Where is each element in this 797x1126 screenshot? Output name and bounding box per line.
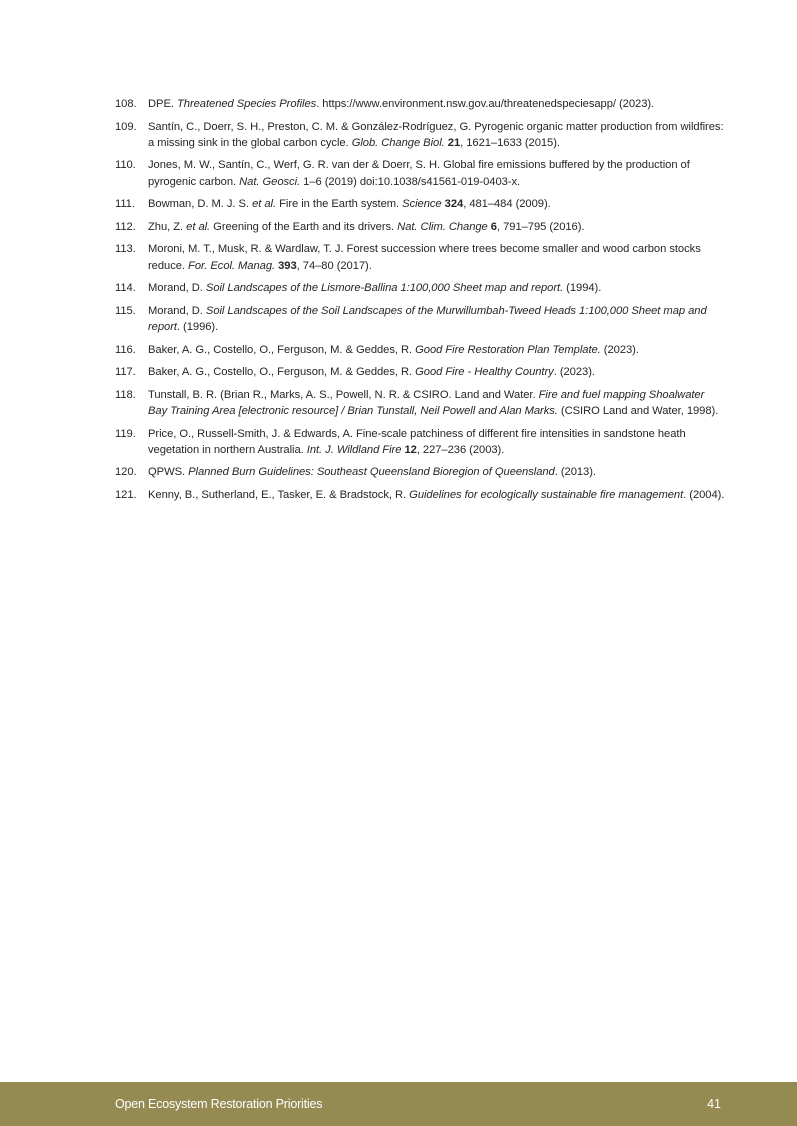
reference-text bbox=[148, 466, 596, 478]
reference-italic-text: Planned Burn Guidelines: Southeast Queensland Bioregion of Queensland bbox=[188, 466, 555, 479]
reference-text bbox=[148, 489, 724, 501]
reference-italic-text: Nat. Clim. Change bbox=[397, 220, 488, 233]
reference-segment: Kenny, B., Sutherland, E., Tasker, E. & Bradstock, R. bbox=[148, 488, 410, 501]
reference-segment: Zhu, Z. bbox=[148, 220, 187, 233]
reference-segment: (1994). bbox=[563, 282, 602, 295]
reference-number: 118. bbox=[115, 388, 136, 401]
reference-item bbox=[113, 219, 725, 235]
reference-text bbox=[148, 121, 724, 149]
reference-segment: Morand, D. bbox=[148, 282, 206, 295]
reference-volume: 12 bbox=[404, 443, 417, 456]
reference-segment: , 791–795 (2016). bbox=[496, 220, 585, 233]
reference-text bbox=[148, 221, 584, 233]
reference-segment: Jones, M. W., Santín, C., Werf, G. R. van der & Doerr, S. H. Global fire emissions buffered by the production of pyrogenic carbon. bbox=[148, 159, 690, 188]
page-footer bbox=[0, 1082, 797, 1126]
reference-item bbox=[113, 426, 725, 458]
reference-item bbox=[113, 364, 725, 380]
reference-text bbox=[148, 428, 686, 456]
reference-italic-text: et al. bbox=[186, 220, 211, 233]
reference-number: 113. bbox=[115, 243, 136, 256]
reference-segment: . (2013). bbox=[554, 466, 596, 479]
reference-item bbox=[113, 119, 725, 151]
reference-number: 115. bbox=[115, 304, 136, 317]
reference-segment: Tunstall, B. R. (Brian R., Marks, A. S., Powell, N. R. & CSIRO. Land and Water. bbox=[148, 388, 539, 401]
reference-segment: , 1621–1633 (2015). bbox=[460, 136, 560, 149]
reference-item bbox=[113, 241, 725, 273]
reference-segment: Bowman, D. M. J. S. bbox=[148, 198, 253, 211]
reference-italic-text: Glob. Change Biol. bbox=[351, 136, 445, 149]
reference-italic-text: Int. J. Wildland Fire bbox=[306, 443, 402, 456]
reference-italic-text: et al. bbox=[252, 198, 277, 211]
reference-segment: , 227–236 (2003). bbox=[416, 443, 505, 456]
reference-segment: Baker, A. G., Costello, O., Ferguson, M. & Geddes, R. bbox=[148, 343, 416, 356]
reference-number: 119. bbox=[115, 427, 136, 440]
reference-segment: DPE. bbox=[148, 98, 177, 110]
reference-number: 110. bbox=[115, 159, 136, 172]
reference-segment: Moroni, M. T., Musk, R. & Wardlaw, T. J. Forest succession where trees become smaller and wood carbon stocks reduce. bbox=[148, 243, 701, 272]
reference-volume: 324 bbox=[444, 198, 464, 211]
reference-number: 112. bbox=[115, 220, 136, 233]
reference-segment: QPWS. bbox=[148, 466, 189, 479]
reference-text bbox=[148, 98, 654, 110]
reference-segment: . (1996). bbox=[176, 320, 219, 333]
reference-item bbox=[113, 96, 725, 112]
reference-italic-text: Guidelines for ecologically sustainable fire management bbox=[409, 488, 684, 501]
reference-italic-text: Good Fire - Healthy Country bbox=[415, 366, 554, 379]
reference-segment: Morand, D. bbox=[148, 304, 206, 317]
reference-italic-text: Fire and fuel mapping Shoalwater Bay Training Area [electronic resource] / Brian Tunstall, Neil Powell and Alan Marks. bbox=[148, 388, 705, 417]
reference-item bbox=[113, 157, 725, 189]
reference-segment: Santín, C., Doerr, S. H., Preston, C. M. & González-Rodríguez, G. Pyrogenic organic matter production from wildfires: a missing sink in the global carbon cycle. bbox=[148, 120, 724, 149]
reference-item bbox=[113, 280, 725, 296]
reference-segment: (2023). bbox=[600, 343, 639, 356]
reference-segment: Price, O., Russell-Smith, J. & Edwards, A. Fine-scale patchiness of different fire intensities in sandstone heath vegetation in northern Australia. bbox=[148, 427, 686, 456]
reference-italic-text: Threatened Species Profiles bbox=[176, 98, 317, 110]
reference-item bbox=[113, 487, 725, 503]
reference-segment: Greening of the Earth and its drivers. bbox=[210, 220, 398, 233]
reference-list bbox=[113, 96, 725, 510]
reference-segment: . https://www.environment.nsw.gov.au/threatenedspeciesapp/ (2023). bbox=[316, 98, 655, 110]
reference-italic-text: Soil Landscapes of the Soil Landscapes of the Murwillumbah-Tweed Heads 1:100,000 Sheet map and report bbox=[148, 304, 707, 333]
reference-segment: , 74–80 (2017). bbox=[296, 259, 372, 272]
reference-segment: Baker, A. G., Costello, O., Ferguson, M. & Geddes, R. bbox=[148, 366, 416, 379]
reference-volume: 21 bbox=[447, 136, 461, 149]
reference-italic-text: Soil Landscapes of the Lismore-Ballina 1:100,000 Sheet map and report. bbox=[205, 282, 564, 295]
reference-number: 111. bbox=[115, 198, 135, 211]
reference-number: 116. bbox=[115, 343, 136, 356]
reference-italic-text: Good Fire Restoration Plan Template. bbox=[415, 343, 601, 356]
reference-text bbox=[148, 159, 690, 187]
reference-text bbox=[148, 366, 595, 378]
reference-number: 114. bbox=[115, 282, 136, 295]
reference-text bbox=[148, 243, 701, 271]
reference-number: 120. bbox=[115, 466, 137, 479]
reference-item bbox=[113, 464, 725, 480]
reference-italic-text: Science bbox=[402, 198, 442, 211]
reference-number: 108. bbox=[115, 98, 137, 110]
reference-segment: (CSIRO Land and Water, 1998). bbox=[557, 404, 719, 417]
reference-segment: 1–6 (2019) doi:10.1038/s41561-019-0403-x. bbox=[300, 175, 521, 188]
footer-document-title: Open Ecosystem Restoration Priorities bbox=[115, 1097, 323, 1111]
reference-text bbox=[148, 389, 718, 417]
reference-number: 109. bbox=[115, 120, 137, 133]
reference-volume: 6 bbox=[490, 220, 497, 233]
reference-segment: . (2004). bbox=[683, 488, 725, 501]
reference-item bbox=[113, 342, 725, 358]
reference-item bbox=[113, 196, 725, 212]
reference-volume: 393 bbox=[278, 259, 297, 272]
reference-segment: , 481–484 (2009). bbox=[463, 198, 551, 211]
reference-number: 121. bbox=[115, 488, 137, 501]
reference-segment: Fire in the Earth system. bbox=[276, 198, 403, 211]
reference-item bbox=[113, 387, 725, 419]
reference-text bbox=[148, 282, 601, 294]
reference-segment: . (2023). bbox=[553, 366, 595, 379]
footer-page-number: 41 bbox=[707, 1097, 721, 1111]
reference-italic-text: Nat. Geosci. bbox=[239, 175, 301, 188]
reference-text bbox=[148, 198, 551, 210]
reference-item bbox=[113, 303, 725, 335]
reference-number: 117. bbox=[115, 366, 136, 379]
reference-text bbox=[148, 305, 707, 333]
reference-text bbox=[148, 344, 639, 356]
reference-italic-text: For. Ecol. Manag. bbox=[188, 259, 276, 272]
